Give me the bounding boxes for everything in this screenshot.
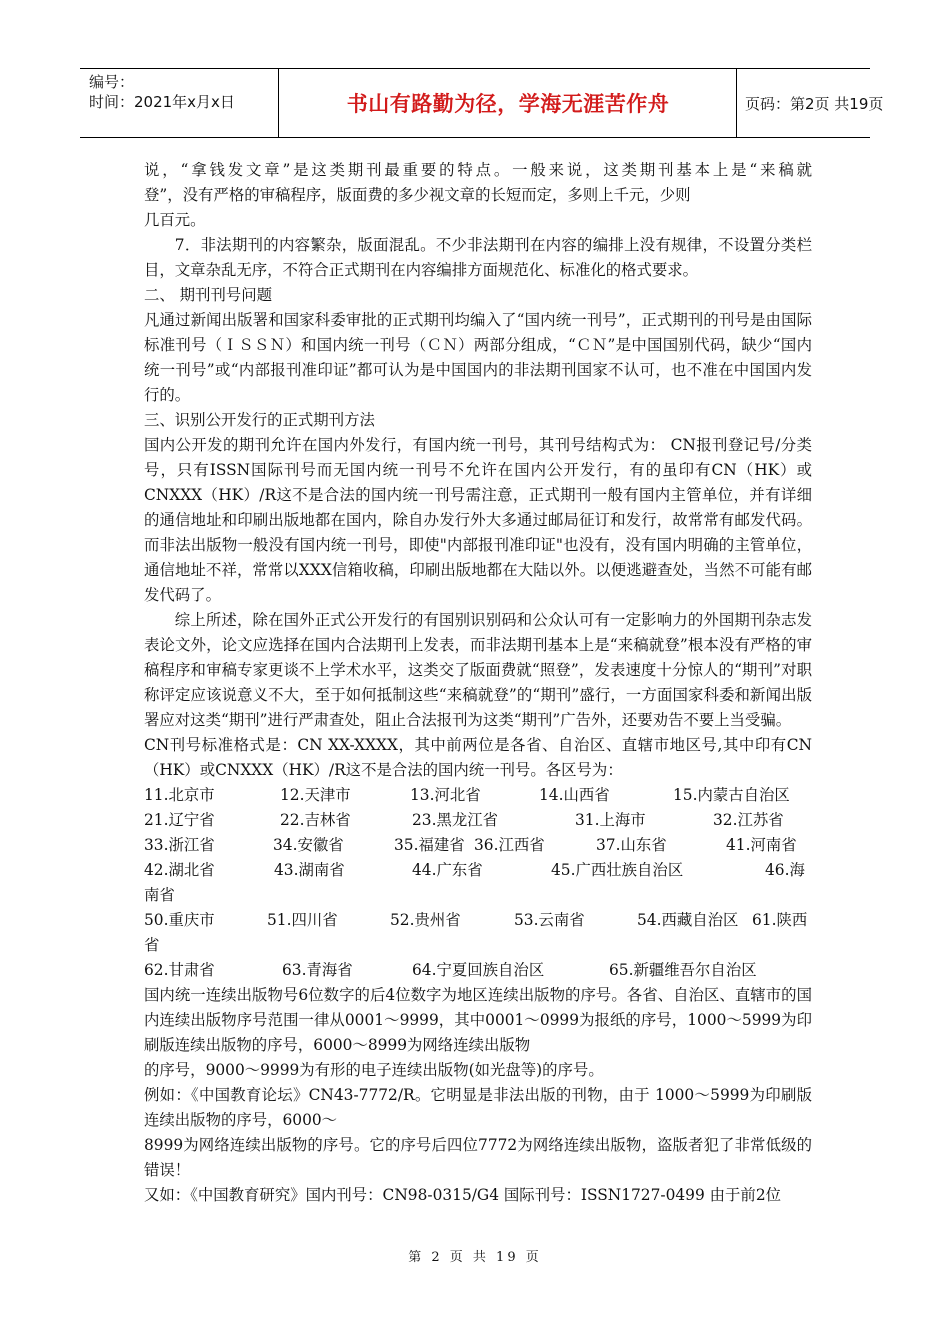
page-footer: 第 2 页 共 19 页 <box>408 1250 542 1265</box>
section-heading-3: 三、识别公开发行的正式期刊方法 <box>144 411 375 429</box>
region-code: 36.江西省 <box>474 836 545 854</box>
region-row-2 <box>144 808 812 833</box>
region-code: 62.甘肃省 <box>144 961 215 979</box>
region-code: 51.四川省 <box>267 911 338 929</box>
region-code: 63.青海省 <box>282 961 353 979</box>
region-code: 64.宁夏回族自治区 <box>412 961 545 979</box>
document-body <box>144 158 812 1208</box>
paragraph-4: 国内公开发的期刊允许在国内外发行，有国内统一刊号，其刊号结构式为： CN报刊登记号/分类号，只有ISSN国际刊号而无国内统一刊号不允许在国内公开发行，有的虽印有CN（HK）或CNXXX（HK）/R这不是合法的国内统一刊号需注意，正式期刊一般有国内主管单位，并有详细的通信地址和印刷出版地都在国内，除自办发行外大多通过邮局征订和发行，故常常有邮发代码。而非法出版物一般没有国内统一刊号，即使"内部报刊准印证"也没有，没有国内明确的主管单位，通信地址不祥，常常以XXX信箱收稿，印刷出版地都在大陆以外。以便逃避查处，当然不可能有邮发代码了。 <box>144 436 812 604</box>
region-code: 33.浙江省 <box>144 836 215 854</box>
region-code: 13.河北省 <box>410 786 481 804</box>
paragraph-1-line-1: 说，“拿钱发文章”是这类期刊最重要的特点。一般来说，这类期刊基本上是“来稿就 <box>144 161 812 179</box>
paragraph-6: CN刊号标准格式是：CN XX-XXXX，其中前两位是各省、自治区、直辖市地区号,其中印有CN（HK）或CNXXX（HK）/R这不是合法的国内统一刊号。各区号为： <box>144 736 812 779</box>
region-code-continuation: 南省 <box>144 886 175 904</box>
region-row-3 <box>144 833 812 858</box>
region-code: 14.山西省 <box>539 786 610 804</box>
section-heading-2: 二、 期刊刊号问题 <box>144 286 273 304</box>
region-code: 15.内蒙古自治区 <box>673 786 790 804</box>
region-code: 42.湖北省 <box>144 861 215 879</box>
region-row-6 <box>144 958 812 983</box>
region-code: 41.河南省 <box>726 836 797 854</box>
region-row-5 <box>144 908 812 933</box>
header-motto: 书山有路勤为径，学海无涯苦作舟 <box>280 69 737 137</box>
region-row-4 <box>144 858 812 883</box>
region-code: 22.吉林省 <box>280 811 351 829</box>
paragraph-7-tail: 的序号，9000～9999为有形的电子连续出版物(如光盘等)的序号。 <box>144 1061 604 1079</box>
header-meta <box>80 69 279 137</box>
region-code: 46.海 <box>765 861 805 879</box>
region-row-4-wrap <box>144 883 812 908</box>
document-number-label: 编号： <box>89 73 135 91</box>
region-code: 34.安徽省 <box>273 836 344 854</box>
paragraph-8: 例如：《中国教育论坛》CN43-7772/R。它明显是非法出版的刊物，由于 1000～5999为印刷版连续出版物的序号，6000～ <box>144 1086 812 1129</box>
header-page-info: 页码：第2页 共19页 <box>745 94 884 113</box>
paragraph-9: 又如：《中国教育研究》国内刊号：CN98-0315/G4 国际刊号：ISSN1727-0499 由于前2位 <box>144 1186 782 1204</box>
paragraph-3: 凡通过新闻出版署和国家科委审批的正式期刊均编入了“国内统一刊号”，正式期刊的刊号是由国际标准刊号（ＩＳＳＮ）和国内统一刊号（ＣＮ）两部分组成，“ＣＮ”是中国国别代码，缺少“国内统一刊号”或“内部报刊准印证”都可认为是中国国内的非法期刊国家不认可，也不准在中国国内发行的。 <box>144 311 812 404</box>
region-code-list <box>144 783 812 983</box>
region-code: 54.西藏自治区 <box>637 911 739 929</box>
region-code: 50.重庆市 <box>144 911 215 929</box>
document-date: 时间：2021年x月x日 <box>89 93 235 111</box>
region-code: 11.北京市 <box>144 786 215 804</box>
region-row-5-wrap <box>144 933 812 958</box>
paragraph-7: 国内统一连续出版物号6位数字的后4位数字为地区连续出版物的序号。各省、自治区、直辖市的国内连续出版物序号范围一律从0001～9999，其中0001～0999为报纸的序号，1000～5999为印刷版连续出版物的序号，6000～8999为网络连续出版物 <box>144 986 812 1054</box>
region-code: 37.山东省 <box>596 836 667 854</box>
paragraph-8-tail: 8999为网络连续出版物的序号。它的序号后四位7772为网络连续出版物，盗版者犯了非常低级的错误！ <box>144 1136 812 1179</box>
region-code: 31.上海市 <box>575 811 646 829</box>
region-code-continuation: 省 <box>144 936 160 954</box>
region-code: 43.湖南省 <box>274 861 345 879</box>
paragraph-1-line-3: 几百元。 <box>144 211 206 229</box>
paragraph-2: 7．非法期刊的内容繁杂，版面混乱。不少非法期刊在内容的编排上没有规律，不设置分类栏目，文章杂乱无序，不符合正式期刊在内容编排方面规范化、标准化的格式要求。 <box>144 236 812 279</box>
page-header <box>80 68 884 138</box>
paragraph-1-line-2: 登”，没有严格的审稿程序，版面费的多少视文章的长短而定，多则上千元，少则 <box>144 186 691 204</box>
paragraph-5: 综上所述，除在国外正式公开发行的有国别识别码和公众认可有一定影响力的外国期刊杂志发表论文外，论文应选择在国内合法期刊上发表，而非法期刊基本上是“来稿就登”根本没有严格的审稿程序和审稿专家更谈不上学术水平，这类交了版面费就“照登”，发表速度十分惊人的“期刊”对职称评定应该说意义不大，至于如何抵制这些“来稿就登”的“期刊”盛行，一方面国家科委和新闻出版署应对这类“期刊”进行严肃查处，阻止合法报刊为这类“期刊”广告外，还要劝告不要上当受骗。 <box>144 611 812 729</box>
region-code: 53.云南省 <box>514 911 585 929</box>
region-code: 35.福建省 <box>394 836 465 854</box>
region-code: 23.黑龙江省 <box>412 811 499 829</box>
region-code: 45.广西壮族自治区 <box>551 861 684 879</box>
region-code: 61.陕西 <box>752 911 808 929</box>
region-code: 32.江苏省 <box>713 811 784 829</box>
region-row-1 <box>144 783 812 808</box>
region-code: 65.新疆维吾尔自治区 <box>609 961 757 979</box>
region-code: 12.天津市 <box>280 786 351 804</box>
region-code: 44.广东省 <box>412 861 483 879</box>
region-code: 52.贵州省 <box>390 911 461 929</box>
region-code: 21.辽宁省 <box>144 811 215 829</box>
